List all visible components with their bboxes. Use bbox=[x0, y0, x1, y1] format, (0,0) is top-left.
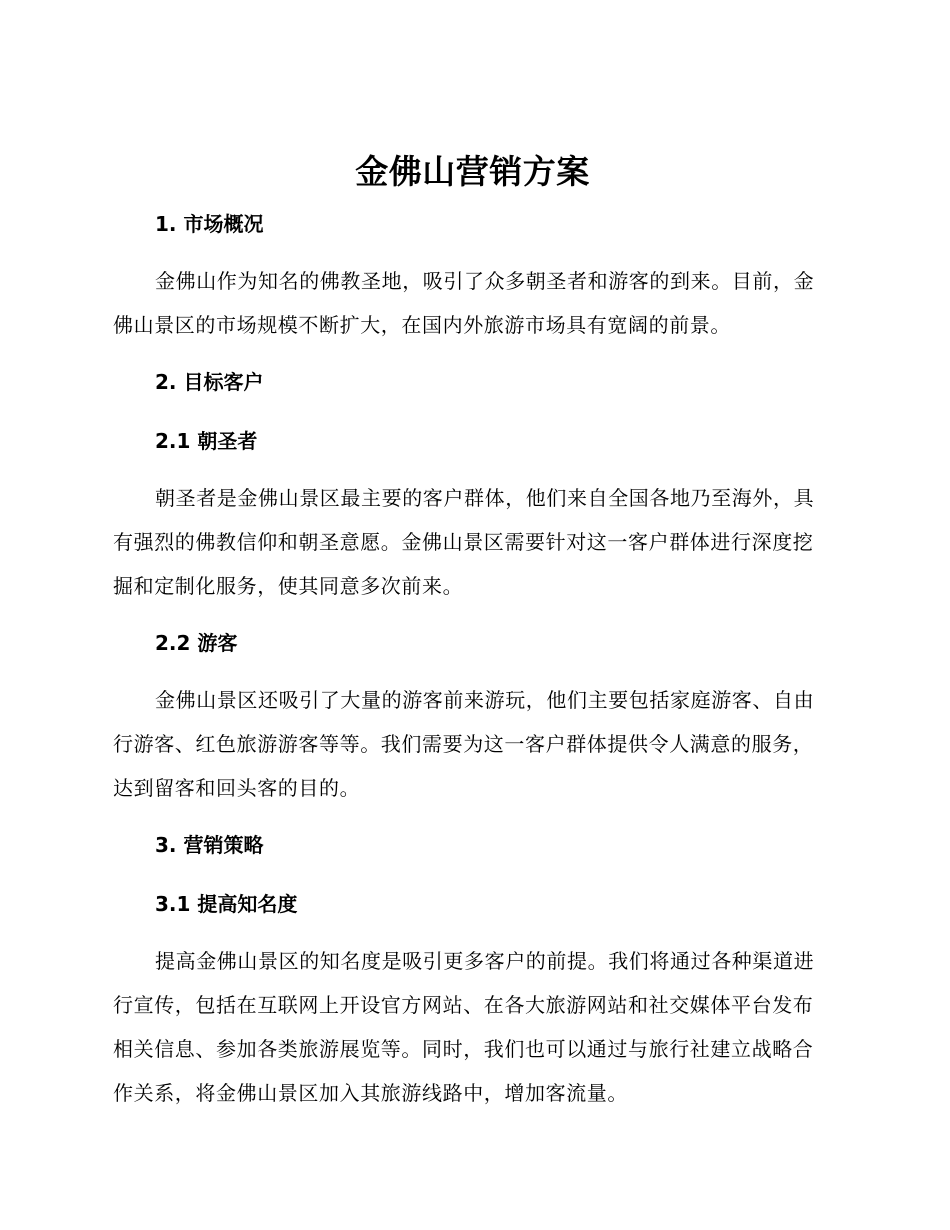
section-heading-market-overview: 1. 市场概况 bbox=[155, 212, 264, 236]
spacer bbox=[113, 858, 832, 891]
spacer bbox=[113, 608, 832, 630]
section-heading-pilgrims: 2.1 朝圣者 bbox=[155, 429, 258, 453]
section-paragraph-tourists: 金佛山景区还吸引了大量的游客前来游玩，他们主要包括家庭游客、自由行游客、红色旅游游客等等。我们需要为这一客户群体提供令人满意的服务，达到留客和回头客的目的。 bbox=[113, 688, 815, 800]
section-paragraph-awareness: 提高金佛山景区的知名度是吸引更多客户的前提。我们将通过各种渠道进行宣传，包括在互联网上开设官方网站、在各大旅游网站和社交媒体平台发布相关信息、参加各类旅游展览等。同时，我们也可以通过与旅行社建立战略合作关系，将金佛山景区加入其旅游线路中，增加客流量。 bbox=[113, 949, 815, 1105]
section-heading-marketing-strategy: 3. 营销策略 bbox=[155, 833, 264, 857]
section-paragraph-market-overview: 金佛山作为知名的佛教圣地，吸引了众多朝圣者和游客的到来。目前，金佛山景区的市场规模不断扩大，在国内外旅游市场具有宽阔的前景。 bbox=[113, 269, 815, 337]
spacer bbox=[113, 237, 832, 259]
spacer bbox=[113, 656, 832, 678]
section-heading-tourists: 2.2 游客 bbox=[155, 631, 238, 655]
spacer bbox=[113, 347, 832, 369]
document-title: 金佛山营销方案 bbox=[355, 152, 590, 191]
section-paragraph-pilgrims: 朝圣者是金佛山景区最主要的客户群体，他们来自全国各地乃至海外，具有强烈的佛教信仰和朝圣意愿。金佛山景区需要针对这一客户群体进行深度挖掘和定制化服务，使其同意多次前来。 bbox=[113, 486, 815, 598]
section-heading-target-customers: 2. 目标客户 bbox=[155, 370, 264, 394]
section-heading-awareness: 3.1 提高知名度 bbox=[155, 892, 298, 916]
spacer bbox=[113, 810, 832, 832]
spacer bbox=[113, 395, 832, 428]
spacer bbox=[113, 917, 832, 939]
spacer bbox=[113, 454, 832, 476]
